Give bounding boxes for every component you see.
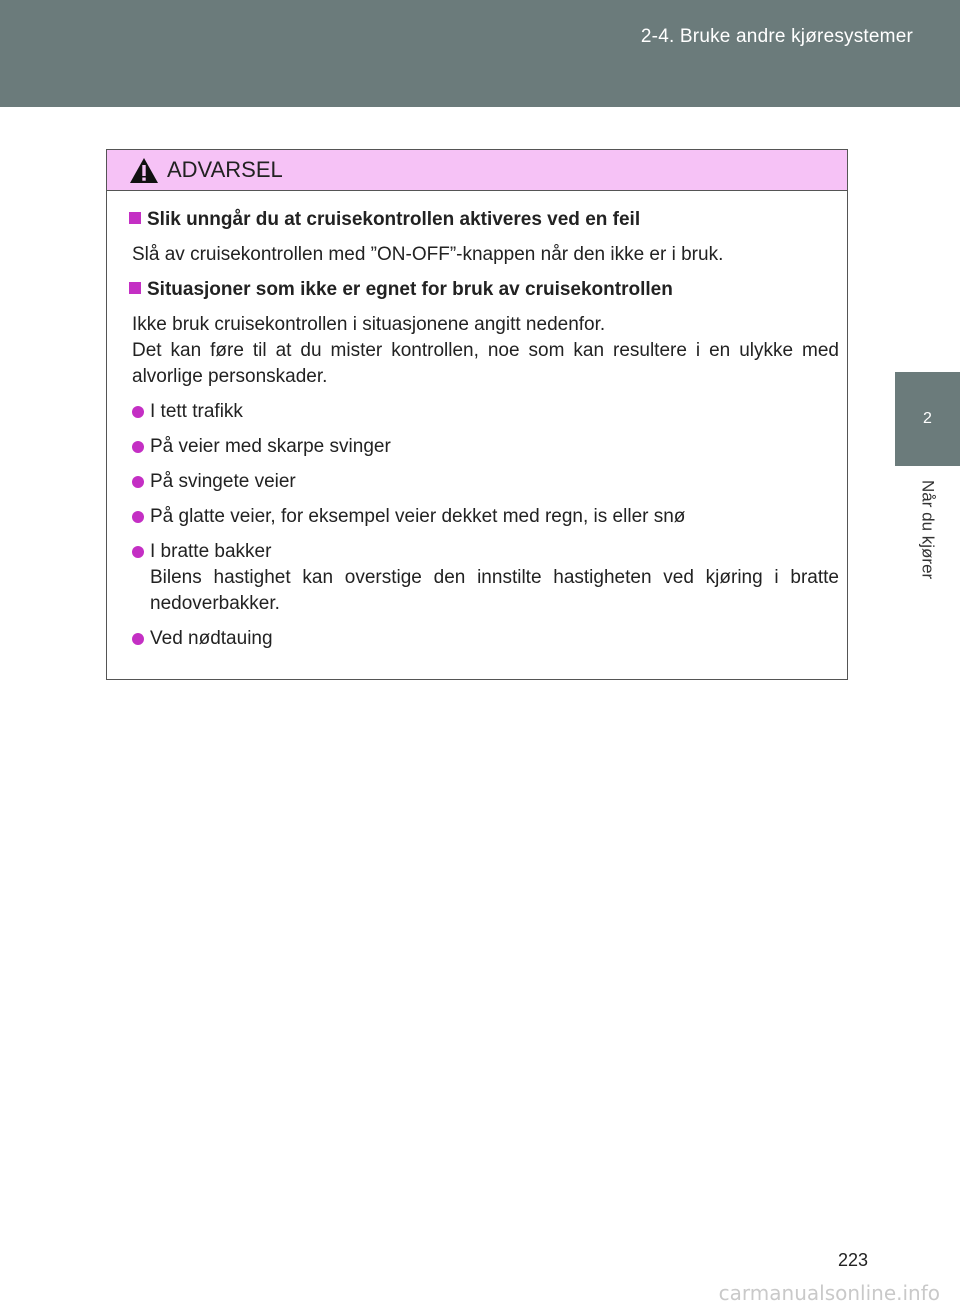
warning-box bbox=[106, 149, 848, 680]
square-bullet-icon bbox=[129, 282, 141, 294]
round-bullet-icon bbox=[132, 441, 144, 453]
warning-header bbox=[107, 150, 847, 191]
list-item: På svingete veier bbox=[129, 469, 839, 495]
section-title: 2-4. Bruke andre kjøresystemer bbox=[640, 26, 913, 47]
list-item: På veier med skarpe svinger bbox=[129, 434, 839, 460]
round-bullet-icon bbox=[132, 406, 144, 418]
header-band bbox=[0, 0, 960, 107]
list-item: Ved nødtauing bbox=[129, 626, 839, 652]
warning-triangle-icon bbox=[129, 157, 159, 184]
round-bullet-icon bbox=[132, 633, 144, 645]
round-bullet-icon bbox=[132, 511, 144, 523]
topic-heading: Situasjoner som ikke er egnet for bruk av cruisekontrollen bbox=[129, 277, 839, 303]
list-item: På glatte veier, for eksempel veier dekket med regn, is eller snø bbox=[129, 504, 839, 530]
square-bullet-icon bbox=[129, 212, 141, 224]
list-item-subtext: Bilens hastighet kan overstige den innstilte hastigheten ved kjøring i bratte nedoverbakker. bbox=[150, 567, 839, 614]
round-bullet-icon bbox=[132, 476, 144, 488]
warning-title: ADVARSEL bbox=[167, 157, 283, 182]
warning-body bbox=[107, 191, 847, 652]
round-bullet-icon bbox=[132, 546, 144, 558]
topic-text: Ikke bruk cruisekontrollen i situasjonene angitt nedenfor. Det kan føre til at du mister kontrollen, noe som kan resultere i en ulykke med alvorlige personskader. bbox=[132, 314, 839, 387]
side-tab-chapter-number: 2 bbox=[895, 372, 960, 466]
side-tab-chapter-label bbox=[895, 466, 960, 646]
topic-text: Slå av cruisekontrollen med ”ON-OFF”-knappen når den ikke er i bruk. bbox=[132, 244, 724, 265]
page-number: 223 bbox=[837, 1250, 868, 1270]
topic-heading: Slik unngår du at cruisekontrollen aktiveres ved en feil bbox=[129, 207, 839, 233]
watermark: carmanualsonline.info bbox=[718, 1281, 940, 1305]
side-tab-label-text: Når du kjører bbox=[918, 480, 938, 580]
list-item: I bratte bakker Bilens hastighet kan overstige den innstilte hastigheten ved kjøring i bratte nedoverbakker. bbox=[129, 539, 839, 617]
list-item: I tett trafikk bbox=[129, 399, 839, 425]
